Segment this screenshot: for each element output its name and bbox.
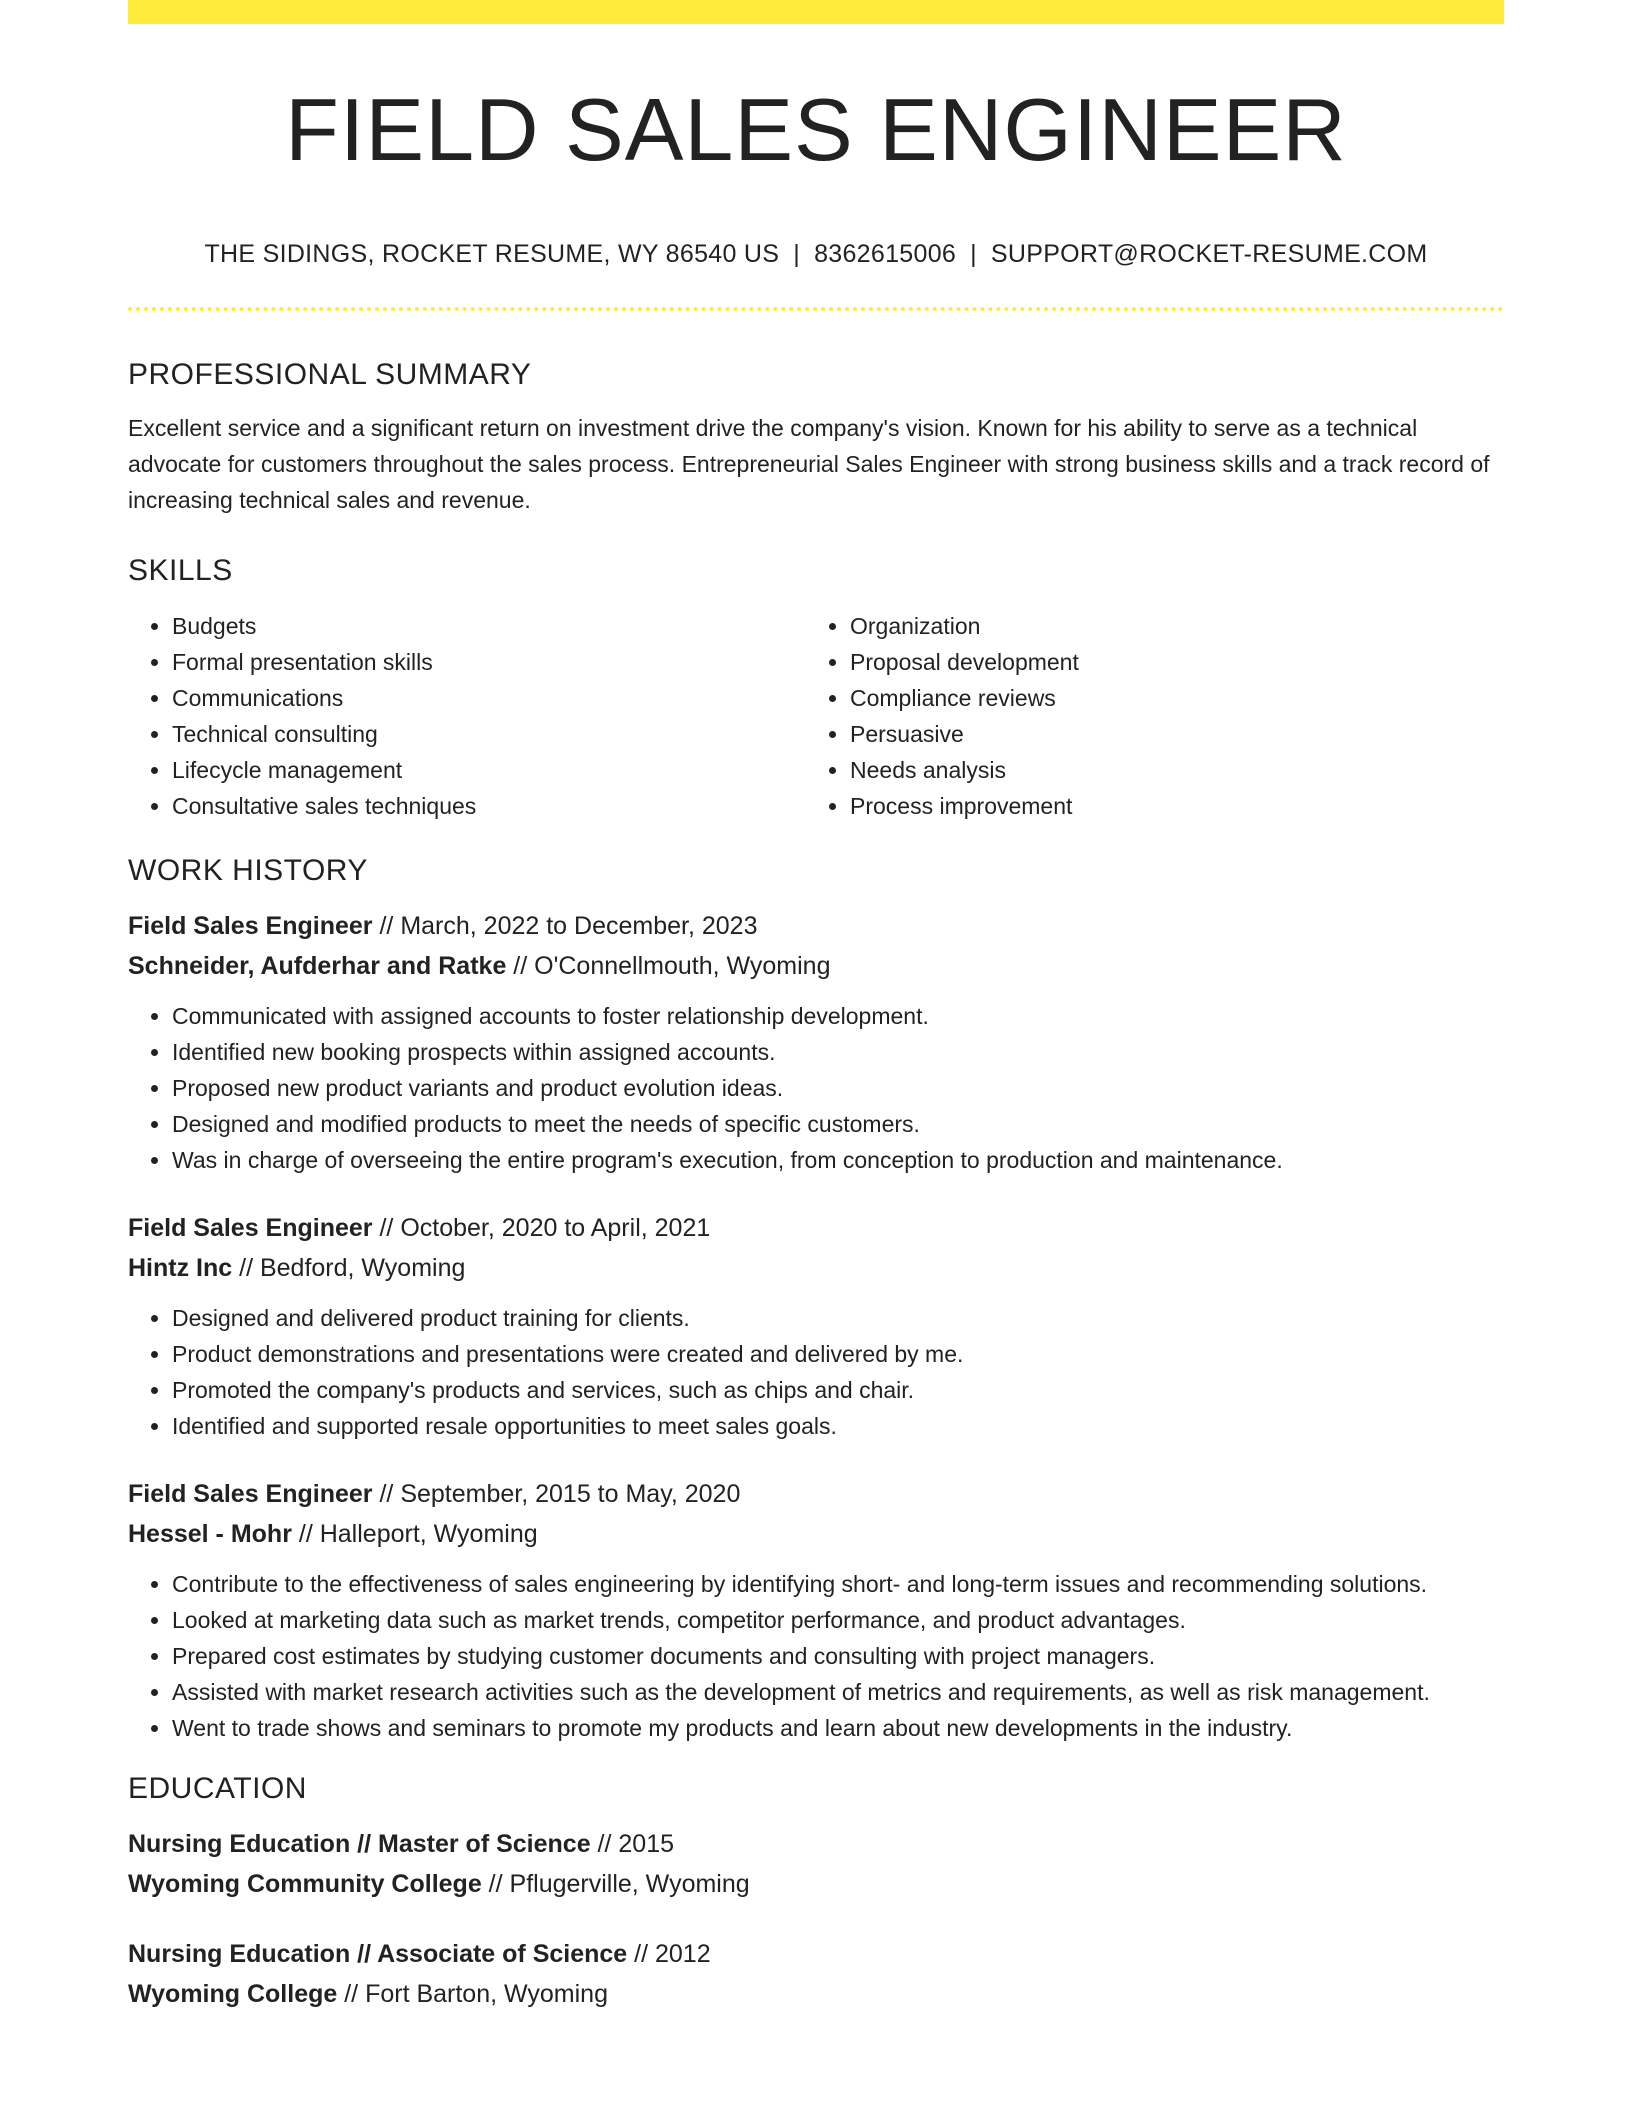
skill-item: • Budgets bbox=[172, 608, 806, 644]
job-bullet: • Looked at marketing data such as market trends, competitor performance, and product advantages. bbox=[172, 1602, 1504, 1638]
job-bullet: • Proposed new product variants and product evolution ideas. bbox=[172, 1070, 1504, 1106]
job-bullet: • Designed and delivered product training for clients. bbox=[172, 1300, 1504, 1336]
education-school: Wyoming College bbox=[128, 1980, 338, 2008]
job-bullet: • Designed and modified products to meet the needs of specific customers. bbox=[172, 1106, 1504, 1142]
job-bullet: • Was in charge of overseeing the entire program's execution, from conception to production and maintenance. bbox=[172, 1142, 1504, 1178]
job-company-line bbox=[128, 1514, 1504, 1554]
skills-heading: SKILLS bbox=[128, 554, 233, 587]
education-location: // Fort Barton, Wyoming bbox=[337, 1980, 608, 2008]
job-bullet: • Communicated with assigned accounts to foster relationship development. bbox=[172, 998, 1504, 1034]
job-dates: // March, 2022 to December, 2023 bbox=[372, 912, 758, 940]
skills-list-right bbox=[806, 608, 1484, 824]
job-location: // Halleport, Wyoming bbox=[291, 1520, 538, 1548]
skill-item: • Formal presentation skills bbox=[172, 644, 806, 680]
skill-item: • Consultative sales techniques bbox=[172, 788, 806, 824]
skill-item: • Proposal development bbox=[850, 644, 1484, 680]
education-degree: Nursing Education // Associate of Science bbox=[128, 1940, 628, 1968]
job-entry bbox=[128, 906, 1504, 1178]
summary-text: Excellent service and a significant return on investment drive the company's vision. Known for his ability to serve as a technical advocate for customers throughout the sales process. Entrepreneurial Sales Engineer with strong business skills and a track record of increasing technical sales and revenue. bbox=[128, 415, 1490, 513]
education-entry bbox=[128, 1824, 1504, 1904]
contact-address: THE SIDINGS, ROCKET RESUME, WY 86540 US bbox=[204, 240, 780, 268]
skills-list-left bbox=[128, 608, 806, 824]
resume-name-title: FIELD SALES ENGINEER bbox=[285, 80, 1347, 179]
work-history-heading: WORK HISTORY bbox=[128, 854, 368, 887]
education-school-line bbox=[128, 1864, 1504, 1904]
job-title-line bbox=[128, 1208, 1504, 1248]
job-bullet: • Assisted with market research activities such as the development of metrics and requirements, as well as risk management. bbox=[172, 1674, 1504, 1710]
skill-item: • Lifecycle management bbox=[172, 752, 806, 788]
education-degree: Nursing Education // Master of Science bbox=[128, 1830, 591, 1858]
contact-email: SUPPORT@ROCKET-RESUME.COM bbox=[990, 240, 1428, 268]
skills-section bbox=[128, 546, 1504, 824]
job-company: Schneider, Aufderhar and Ratke bbox=[128, 952, 507, 980]
education-degree-line bbox=[128, 1934, 1504, 1974]
job-dates: // September, 2015 to May, 2020 bbox=[372, 1480, 741, 1508]
education-entry bbox=[128, 1934, 1504, 2014]
summary-heading: PROFESSIONAL SUMMARY bbox=[128, 358, 532, 391]
skills-columns bbox=[128, 596, 1504, 824]
job-bullet: • Product demonstrations and presentations were created and delivered by me. bbox=[172, 1336, 1504, 1372]
job-bullet: • Identified new booking prospects within assigned accounts. bbox=[172, 1034, 1504, 1070]
skill-item: • Technical consulting bbox=[172, 716, 806, 752]
contact-separator: | bbox=[793, 240, 801, 268]
skill-item: • Process improvement bbox=[850, 788, 1484, 824]
job-title: Field Sales Engineer bbox=[128, 912, 373, 940]
job-company: Hintz Inc bbox=[128, 1254, 233, 1282]
job-entry bbox=[128, 1474, 1504, 1746]
top-accent-bar bbox=[128, 0, 1504, 24]
contact-line bbox=[128, 236, 1504, 272]
education-year: // 2015 bbox=[590, 1830, 675, 1858]
job-title: Field Sales Engineer bbox=[128, 1480, 373, 1508]
dotted-divider bbox=[128, 307, 1504, 311]
resume-content bbox=[128, 350, 1504, 2014]
education-heading: EDUCATION bbox=[128, 1772, 307, 1805]
job-company-line bbox=[128, 946, 1504, 986]
skill-item: • Compliance reviews bbox=[850, 680, 1484, 716]
job-location: // O'Connellmouth, Wyoming bbox=[506, 952, 831, 980]
job-title: Field Sales Engineer bbox=[128, 1214, 373, 1242]
job-location: // Bedford, Wyoming bbox=[232, 1254, 466, 1282]
education-degree-line bbox=[128, 1824, 1504, 1864]
education-location: // Pflugerville, Wyoming bbox=[481, 1870, 750, 1898]
education-school: Wyoming Community College bbox=[128, 1870, 482, 1898]
education-school-line bbox=[128, 1974, 1504, 2014]
education-year: // 2012 bbox=[627, 1940, 711, 1968]
summary-section bbox=[128, 350, 1504, 518]
skill-item: • Communications bbox=[172, 680, 806, 716]
job-title-line bbox=[128, 906, 1504, 946]
job-bullet: • Went to trade shows and seminars to promote my products and learn about new developments in the industry. bbox=[172, 1710, 1504, 1746]
job-title-line bbox=[128, 1474, 1504, 1514]
job-bullet: • Identified and supported resale opportunities to meet sales goals. bbox=[172, 1408, 1504, 1444]
job-bullets bbox=[128, 998, 1504, 1178]
skill-item: • Organization bbox=[850, 608, 1484, 644]
skill-item: • Persuasive bbox=[850, 716, 1484, 752]
contact-phone: 8362615006 bbox=[814, 240, 957, 268]
education-section bbox=[128, 1764, 1504, 2014]
job-bullet: • Promoted the company's products and services, such as chips and chair. bbox=[172, 1372, 1504, 1408]
job-bullets bbox=[128, 1566, 1504, 1746]
job-company-line bbox=[128, 1248, 1504, 1288]
job-bullet: • Prepared cost estimates by studying customer documents and consulting with project managers. bbox=[172, 1638, 1504, 1674]
contact-separator: | bbox=[970, 240, 977, 268]
job-entry bbox=[128, 1208, 1504, 1444]
job-company: Hessel - Mohr bbox=[128, 1520, 292, 1548]
skill-item: • Needs analysis bbox=[850, 752, 1484, 788]
work-history-section bbox=[128, 846, 1504, 1746]
job-bullets bbox=[128, 1300, 1504, 1444]
job-dates: // October, 2020 to April, 2021 bbox=[372, 1214, 711, 1242]
job-bullet: • Contribute to the effectiveness of sales engineering by identifying short- and long-term issues and recommending solutions. bbox=[172, 1566, 1504, 1602]
